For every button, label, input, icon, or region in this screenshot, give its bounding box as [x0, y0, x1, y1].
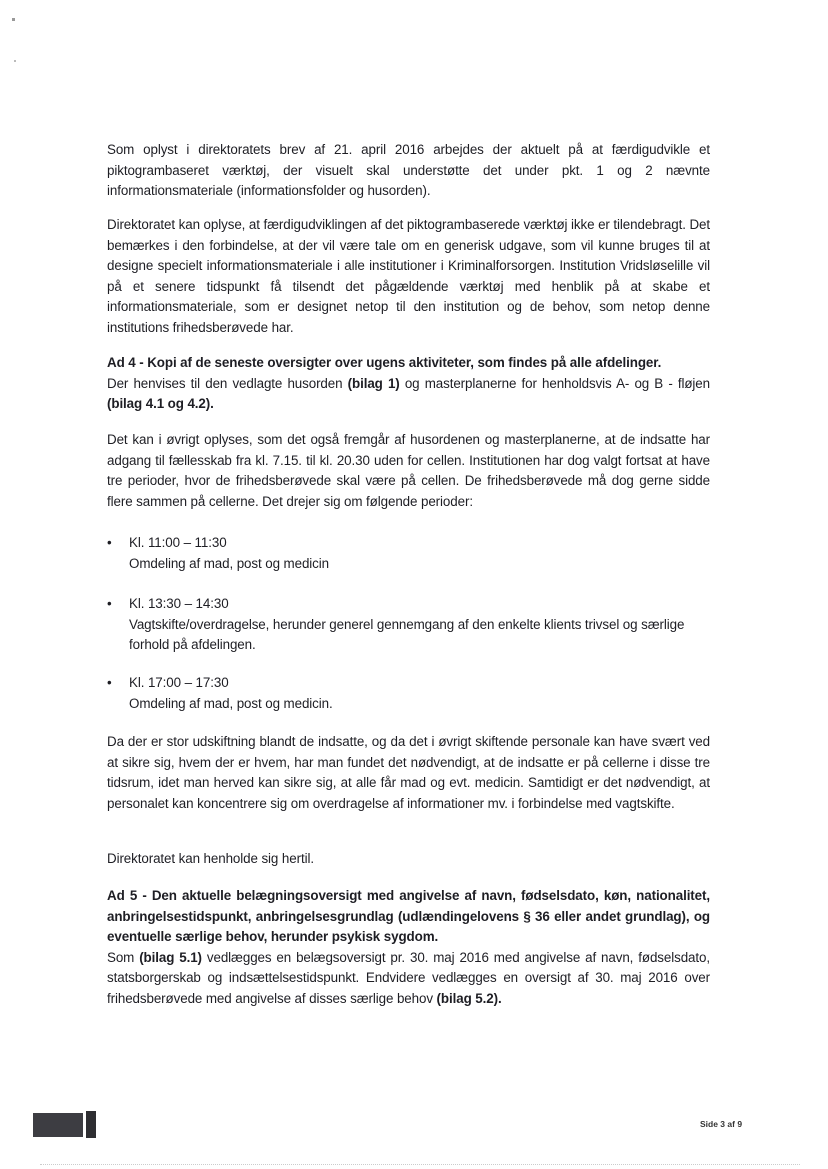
- period-content: [129, 594, 710, 656]
- ad5-heading: Ad 5 - Den aktuelle belægningsoversigt med angivelse af navn, fødselsdato, køn, nationalitet, anbringelsestidspunkt, anbringelsesgrundlag (udlændingelovens § 36 eller andet grundlag), og eventuelle særlige behov, herunder psykisk sygdom.: [107, 888, 710, 944]
- section-ad4: [107, 353, 710, 415]
- period-content: [129, 533, 710, 574]
- paragraph-conclusion: Direktoratet kan henholde sig hertil.: [107, 851, 314, 866]
- period-time: Kl. 13:30 – 14:30: [129, 596, 229, 611]
- bullet-icon: •: [107, 675, 112, 690]
- list-item-period: [107, 594, 710, 656]
- paragraph-rationale: Da der er stor udskiftning blandt de indsatte, og da det i øvrigt skiftende personale kan have svært ved at sikre sig, hvem der er hvem, har man fundet det nødvendigt, at de indsatte er på cellerne i disse tre tidsrum, idet man herved kan sikre sig, at alle får mad og evt. medicin. Samtidigt er det nødvendigt, at personalet kan koncentrere sig om overdragelse af informationer mv. i forbindelse med vagtskifte.: [107, 734, 710, 811]
- ad5-body: [107, 948, 710, 1010]
- bullet-icon: •: [107, 596, 112, 611]
- ad4-text: Der henvises til den vedlagte husorden: [107, 375, 348, 391]
- period-time: Kl. 11:00 – 11:30: [129, 535, 227, 550]
- page-number: Side 3 af 9: [700, 1119, 743, 1129]
- period-desc: Omdeling af mad, post og medicin: [129, 555, 329, 571]
- scan-artifact: [12, 18, 15, 21]
- footer-logo-bar: [86, 1111, 96, 1138]
- ad4-text: og masterplanerne for henholdsvis A- og B - fløjen: [399, 375, 710, 391]
- list-item-period: [107, 673, 710, 717]
- paragraph-intro: Som oplyst i direktoratets brev af 21. april 2016 arbejdes der aktuelt på at færdigudvikle et piktogrambaseret værktøj, der visuelt skal understøtte det under pkt. 1 og 2 nævnte informationsmateriale (informationsfolder og husorden).: [107, 142, 710, 198]
- period-time: Kl. 17:00 – 17:30: [129, 675, 229, 690]
- list-item-period: [107, 533, 710, 577]
- ad5-bilag2: (bilag 5.2).: [436, 990, 502, 1006]
- footer-logo-block: [33, 1113, 83, 1137]
- paragraph-pictogram-tool: Direktoratet kan oplyse, at færdigudviklingen af det piktogrambaserede værktøj ikke er tilendebragt. Det bemærkes i den forbindelse, at der vil være tale om en generisk udgave, som vil kunne bruges til at designe specielt informationsmateriale i alle institutioner i Kriminalforsorgen. Institution Vridsløselille vil på et senere tidspunkt få tilsendt det pågældende værktøj med henblik på at skabe et informationsmateriale, som er designet netop til den institution og de behov, som netop denne institutions frihedsberøvede har.: [107, 217, 710, 335]
- scan-artifact: [14, 60, 16, 62]
- ad4-body: [107, 374, 710, 415]
- ad5-text: vedlægges en belægsoversigt pr. 30. maj 2016 med angivelse af navn, fødselsdato, statsborgerskab og indsættelsestidspunkt. Endvidere vedlægges en oversigt af 30. maj 2016 over frihedsberøvede med angivelse af disses særlige behov: [107, 949, 710, 1006]
- paragraph-periods-intro: Det kan i øvrigt oplyses, som det også fremgår af husordenen og masterplanerne, at de indsatte har adgang til fællesskab fra kl. 7.15. til kl. 20.30 uden for cellen. Institutionen har dog valgt fortsat at have tre perioder, hvor de frihedsberøvede skal være på cellen. De frihedsberøvede må dog gerne sidde flere sammen på cellerne. Det drejer sig om følgende perioder:: [107, 432, 710, 509]
- ad5-bilag1: (bilag 5.1): [139, 949, 202, 965]
- ad4-bilag2: (bilag 4.1 og 4.2).: [107, 396, 214, 411]
- period-desc: Omdeling af mad, post og medicin.: [129, 695, 333, 711]
- period-content: [129, 673, 710, 714]
- section-ad5: [107, 886, 710, 1009]
- period-desc: Vagtskifte/overdragelse, herunder generel gennemgang af den enkelte klients trivsel og særlige forhold på afdelingen.: [129, 616, 685, 652]
- ad5-text: Som: [107, 949, 140, 965]
- ad4-bilag1: (bilag 1): [347, 375, 400, 391]
- bullet-icon: •: [107, 535, 112, 550]
- ad4-heading: Ad 4 - Kopi af de seneste oversigter over ugens aktiviteter, som findes på alle afdelinger.: [107, 355, 662, 370]
- divider: [40, 1164, 800, 1166]
